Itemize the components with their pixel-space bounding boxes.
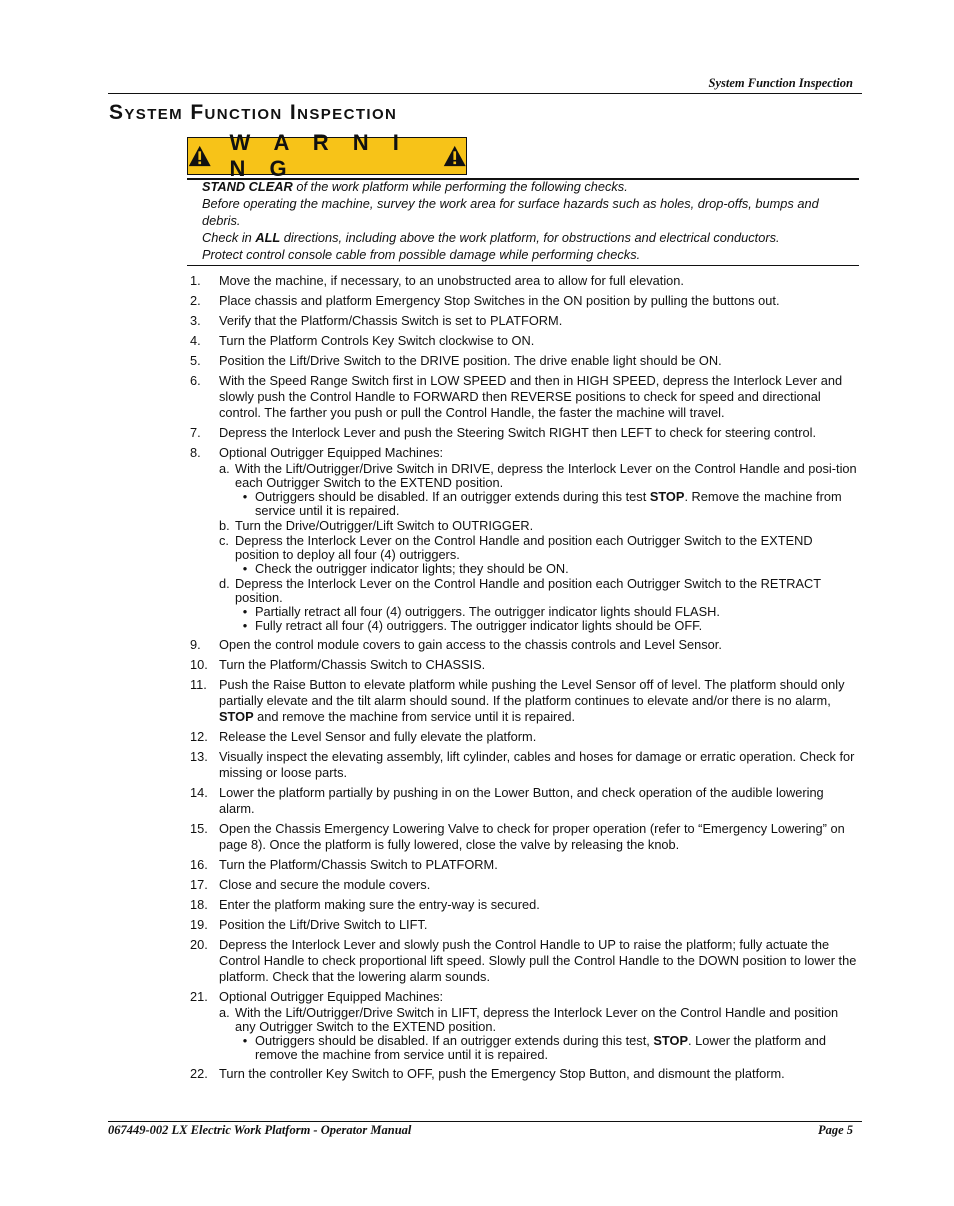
step-text (219, 749, 858, 781)
step-main-text: Open the control module covers to gain access to the chassis controls and Level Sensor. (219, 637, 722, 652)
bullet-text (255, 562, 858, 576)
step-main-text: Optional Outrigger Equipped Machines: (219, 445, 444, 460)
step-number: 8. (190, 445, 201, 460)
step-number: 11. (190, 677, 207, 692)
step-main-text: Move the machine, if necessary, to an unobstructed area to allow for full elevation. (219, 273, 684, 288)
step-text (219, 273, 858, 289)
step-number: 20. (190, 937, 208, 952)
header-rule (108, 93, 862, 94)
step-main-text: Close and secure the module covers. (219, 877, 431, 892)
list-item (190, 657, 858, 673)
step-text (219, 857, 858, 873)
step-text (219, 445, 858, 633)
step-text (219, 657, 858, 673)
list-item (190, 353, 858, 369)
list-item (190, 785, 858, 817)
bullet-icon: • (242, 561, 248, 576)
warning-line-text: of the work platform while performing the following checks. (292, 179, 628, 194)
step-main-text: With the Speed Range Switch first in LOW SPEED and then in HIGH SPEED, depress the Interlock Lever and slowly push the Control Handle to FORWARD then REVERSE positions to check for speed and directional control. The farther you push or pull the Control Handle, the faster the machine will travel. (219, 373, 843, 420)
step-text (219, 353, 858, 369)
step-main-text: Position the Lift/Drive Switch to the DRIVE position. The drive enable light should be ON. (219, 353, 722, 368)
list-item (190, 637, 858, 653)
footer-page-number: Page 5 (817, 1123, 853, 1137)
emphasis: STOP (219, 709, 254, 724)
sub-item-main-text: With the Lift/Outrigger/Drive Switch in DRIVE, depress the Interlock Lever on the Control Handle and posi-tion each Outrigger Switch to the EXTEND position. (235, 461, 857, 490)
step-number: 2. (190, 293, 201, 308)
warning-word: W A R N I N G (229, 130, 408, 181)
step-number: 13. (190, 749, 208, 764)
text-run: Check the outrigger indicator lights; they should be ON. (255, 561, 569, 576)
step-text (219, 785, 858, 817)
step-text (219, 937, 858, 985)
step-main-text: Optional Outrigger Equipped Machines: (219, 989, 444, 1004)
step-number: 10. (190, 657, 208, 672)
step-main-text: Verify that the Platform/Chassis Switch is set to PLATFORM. (219, 313, 563, 328)
step-number: 4. (190, 333, 201, 348)
list-item (190, 917, 858, 933)
warning-rule-bottom (187, 265, 859, 266)
text-run: Outriggers should be disabled. If an outrigger extends during this test (255, 489, 650, 504)
sub-item (219, 462, 858, 518)
step-number: 1. (190, 273, 201, 288)
bullet-text (255, 1034, 858, 1062)
list-item (190, 989, 858, 1062)
list-item (190, 445, 858, 633)
warning-emphasis: ALL (255, 230, 281, 245)
step-text (219, 333, 858, 349)
step-number: 17. (190, 877, 208, 892)
step-main-text: Turn the Platform Controls Key Switch clockwise to ON. (219, 333, 535, 348)
step-number: 14. (190, 785, 208, 800)
step-number: 19. (190, 917, 208, 932)
bullet-text (255, 619, 858, 633)
text-run: and remove the machine from service until it is repaired. (253, 709, 576, 724)
warning-line (202, 178, 854, 195)
step-number: 12. (190, 729, 208, 744)
step-main-text: Position the Lift/Drive Switch to LIFT. (219, 917, 428, 932)
list-item (190, 425, 858, 441)
step-text (219, 293, 858, 309)
sub-item-text (235, 577, 858, 633)
bullet-icon: • (242, 604, 248, 619)
sub-item (219, 577, 858, 633)
list-item (190, 1066, 858, 1082)
step-text (219, 637, 858, 653)
footer-rule (108, 1121, 862, 1122)
step-text (219, 677, 858, 725)
step-text (219, 729, 858, 745)
step-text (219, 313, 858, 329)
list-item (190, 333, 858, 349)
step-main-text (219, 677, 858, 725)
step-number: 6. (190, 373, 201, 388)
procedure-list (190, 273, 858, 1086)
step-main-text: Turn the Platform/Chassis Switch to PLATFORM. (219, 857, 498, 872)
warning-emphasis: STAND CLEAR (202, 179, 293, 194)
emphasis: STOP (649, 489, 685, 504)
text-run: . Lower the platform and remove the machine from service until it is repaired. (255, 1033, 826, 1062)
text-run: Partially retract all four (4) outriggers. The outrigger indicator lights should FLASH. (255, 604, 720, 619)
running-header: System Function Inspection (708, 76, 853, 90)
warning-text (202, 178, 854, 263)
sub-item-main-text: With the Lift/Outrigger/Drive Switch in LIFT, depress the Interlock Lever on the Control Handle and position any Outrigger Switch to the EXTEND position. (235, 1005, 839, 1034)
warning-line-text: directions, including above the work platform, for obstructions and electrical conductors. (280, 230, 780, 245)
text-run: Fully retract all four (4) outriggers. The outrigger indicator lights should be OFF. (255, 618, 703, 633)
step-text (219, 821, 858, 853)
sub-item-text (235, 1006, 858, 1062)
text-run: . Remove the machine from service until it is repaired. (255, 489, 842, 518)
list-item (190, 937, 858, 985)
bullet-item (235, 619, 858, 633)
list-item (190, 293, 858, 309)
sub-item-letter: d. (219, 576, 230, 591)
sub-item-main-text: Turn the Drive/Outrigger/Lift Switch to OUTRIGGER. (235, 518, 534, 533)
list-item (190, 729, 858, 745)
step-text (219, 1066, 858, 1082)
step-text (219, 425, 858, 441)
warning-triangle-icon (443, 142, 466, 170)
bullet-icon: • (242, 618, 248, 633)
step-text (219, 897, 858, 913)
list-item (190, 313, 858, 329)
bullet-text (255, 605, 858, 619)
page-title: System Function Inspection (109, 101, 398, 124)
list-item (190, 749, 858, 781)
sub-item-text (235, 534, 858, 576)
warning-line (202, 229, 854, 246)
list-item (190, 677, 858, 725)
step-main-text: Depress the Interlock Lever and slowly push the Control Handle to UP to raise the platform; fully actuate the Control Handle to check proportional lift speed. Slowly pull the Control Handle to the DOWN position to lower the platform. Check that the lowering alarm sounds. (219, 937, 857, 984)
sub-item-letter: b. (219, 518, 230, 533)
step-number: 3. (190, 313, 201, 328)
warning-banner (187, 130, 467, 181)
step-main-text: Enter the platform making sure the entry-way is secured. (219, 897, 540, 912)
step-main-text: Open the Chassis Emergency Lowering Valve to check for proper operation (refer to “Emergency Lowering” on page 8). Once the platform is fully lowered, close the valve by releasing the knob. (219, 821, 845, 852)
step-number: 16. (190, 857, 208, 872)
step-main-text: Turn the Platform/Chassis Switch to CHASSIS. (219, 657, 486, 672)
emphasis: STOP (653, 1033, 688, 1048)
step-main-text: Place chassis and platform Emergency Stop Switches in the ON position by pulling the buttons out. (219, 293, 780, 308)
sub-item (219, 519, 858, 533)
warning-line: Protect control console cable from possible damage while performing checks. (202, 247, 641, 262)
sub-item-letter: c. (219, 533, 229, 548)
step-number: 9. (190, 637, 201, 652)
bullet-item (235, 1034, 858, 1062)
sub-item-main-text: Depress the Interlock Lever on the Control Handle and position each Outrigger Switch to the RETRACT position. (235, 576, 821, 605)
step-text (219, 877, 858, 893)
bullet-item (235, 605, 858, 619)
list-item (190, 821, 858, 853)
list-item (190, 897, 858, 913)
sub-item-main-text: Depress the Interlock Lever on the Control Handle and position each Outrigger Switch to the EXTEND position to deploy all four (4) outriggers. (235, 533, 813, 562)
step-text (219, 989, 858, 1062)
step-number: 5. (190, 353, 201, 368)
list-item (190, 857, 858, 873)
step-number: 21. (190, 989, 208, 1004)
step-main-text: Release the Level Sensor and fully elevate the platform. (219, 729, 537, 744)
step-number: 18. (190, 897, 208, 912)
bullet-item (235, 490, 858, 518)
step-number: 7. (190, 425, 201, 440)
sub-item-letter: a. (219, 1005, 230, 1020)
warning-line-text: Check in (202, 230, 256, 245)
step-main-text: Turn the controller Key Switch to OFF, push the Emergency Stop Button, and dismount the platform. (219, 1066, 785, 1081)
step-main-text: Lower the platform partially by pushing in on the Lower Button, and check operation of the audible lowering alarm. (219, 785, 824, 816)
sub-item (219, 534, 858, 576)
warning-line: Before operating the machine, survey the work area for surface hazards such as holes, drop-offs, bumps and debris. (202, 196, 819, 228)
step-main-text: Visually inspect the elevating assembly, lift cylinder, cables and hoses for damage or erratic operation. Check for missing or loose parts. (219, 749, 855, 780)
step-text (219, 373, 858, 421)
step-text (219, 917, 858, 933)
warning-triangle-icon (188, 142, 211, 170)
bullet-item (235, 562, 858, 576)
sub-item-letter: a. (219, 461, 230, 476)
footer-manual-title: 067449-002 LX Electric Work Platform - Operator Manual (108, 1123, 412, 1137)
step-number: 15. (190, 821, 208, 836)
text-run: Push the Raise Button to elevate platform while pushing the Level Sensor off of level. The platform should only partially elevate and the tilt alarm should sound. If the platform continues to elevate and/or there is no alarm, (219, 677, 845, 708)
text-run: Outriggers should be disabled. If an outrigger extends during this test, (255, 1033, 654, 1048)
step-main-text: Depress the Interlock Lever and push the Steering Switch RIGHT then LEFT to check for steering control. (219, 425, 817, 440)
list-item (190, 373, 858, 421)
sub-item (219, 1006, 858, 1062)
sub-item-text (235, 519, 858, 533)
list-item (190, 273, 858, 289)
bullet-text (255, 490, 858, 518)
bullet-icon: • (242, 1033, 248, 1048)
step-number: 22. (190, 1066, 208, 1081)
list-item (190, 877, 858, 893)
sub-item-text (235, 462, 858, 518)
bullet-icon: • (242, 489, 248, 504)
